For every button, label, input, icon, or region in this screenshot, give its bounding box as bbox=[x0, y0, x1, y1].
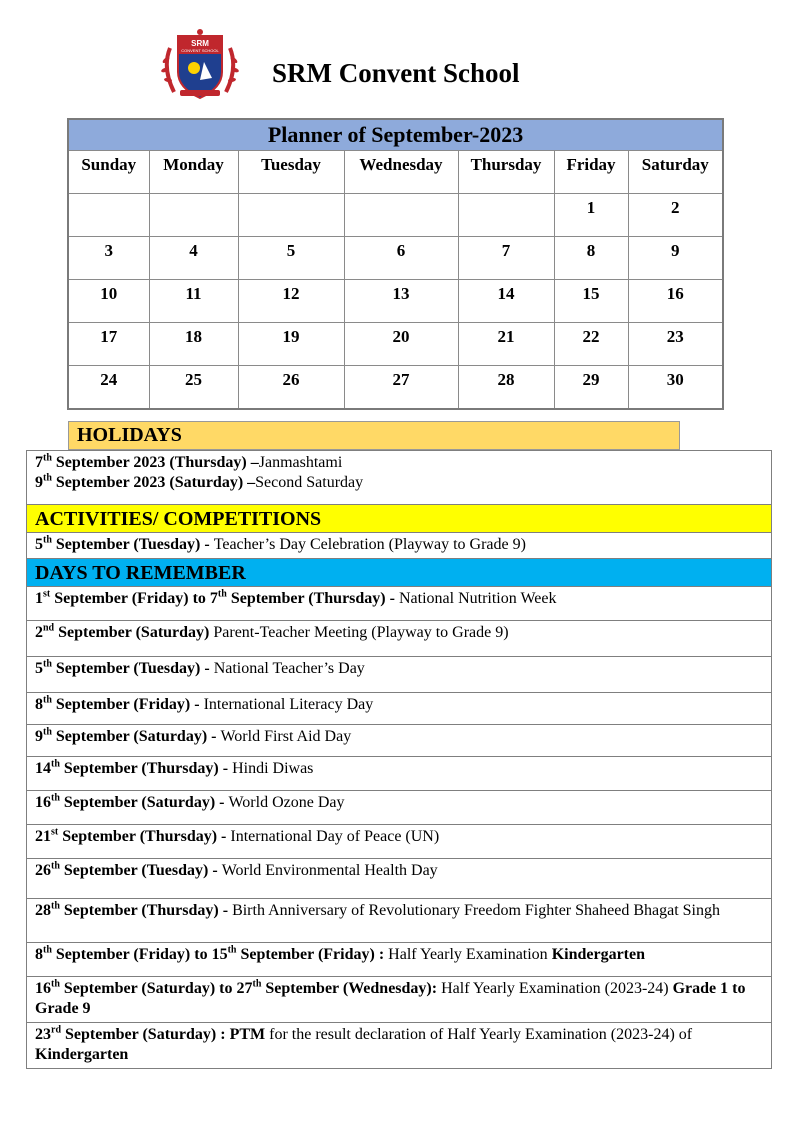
calendar-day-cell bbox=[149, 194, 238, 237]
school-name: SRM Convent School bbox=[272, 58, 520, 88]
entry-segment: September (Friday) - bbox=[51, 696, 204, 713]
entry-segment: th bbox=[43, 726, 52, 738]
entry-segment: Half Yearly Examination (2023-24) bbox=[441, 980, 673, 997]
entry-segment: September (Saturday) bbox=[54, 624, 214, 641]
remember-row bbox=[27, 621, 772, 657]
calendar-day-cell: 3 bbox=[68, 237, 149, 280]
entry-segment: 28 bbox=[35, 902, 51, 919]
remember-row bbox=[27, 791, 772, 825]
entry-segment: World Ozone Day bbox=[228, 794, 345, 811]
remember-item bbox=[27, 587, 772, 621]
entry-segment: rd bbox=[51, 1024, 61, 1036]
entry-segment: th bbox=[43, 694, 52, 706]
remember-item bbox=[27, 977, 772, 1023]
entry-segment: th bbox=[51, 978, 60, 990]
calendar-day-cell: 12 bbox=[238, 280, 344, 323]
day-header-wednesday: Wednesday bbox=[344, 151, 458, 194]
day-header-tuesday: Tuesday bbox=[238, 151, 344, 194]
entry-segment: Kindergarten bbox=[551, 946, 646, 963]
calendar-day-cell: 8 bbox=[554, 237, 628, 280]
holidays-heading: HOLIDAYS bbox=[68, 421, 680, 450]
entry-segment: September (Thursday) - bbox=[58, 828, 231, 845]
holidays-row bbox=[27, 451, 772, 505]
remember-row bbox=[27, 825, 772, 859]
entry-segment: September (Thursday) - bbox=[59, 760, 233, 777]
remember-item bbox=[27, 791, 772, 825]
entry-segment: for the result declaration of Half Yearly Examination (2023-24) of bbox=[265, 1026, 693, 1043]
entry-segment: th bbox=[227, 944, 237, 956]
calendar-day-cell: 24 bbox=[68, 366, 149, 410]
events-table bbox=[26, 450, 772, 1069]
day-header-saturday: Saturday bbox=[628, 151, 723, 194]
entry-segment: National Teacher’s Day bbox=[213, 660, 365, 677]
remember-item bbox=[27, 621, 772, 657]
activities-heading: ACTIVITIES/ COMPETITIONS bbox=[27, 505, 772, 533]
activities-list bbox=[27, 533, 772, 559]
holidays-list bbox=[27, 451, 772, 505]
entry-text bbox=[35, 793, 763, 813]
entry-segment: Parent-Teacher Meeting (Playway to Grade 9) bbox=[213, 624, 509, 641]
school-logo bbox=[160, 28, 240, 106]
day-header-friday: Friday bbox=[554, 151, 628, 194]
calendar-week-row bbox=[68, 237, 723, 280]
remember-row bbox=[27, 693, 772, 725]
entry-segment: 8 bbox=[35, 946, 43, 963]
activities-row bbox=[27, 533, 772, 559]
remember-row bbox=[27, 657, 772, 693]
entry-segment: PTM bbox=[229, 1026, 266, 1043]
calendar-day-cell bbox=[238, 194, 344, 237]
calendar-day-cell: 7 bbox=[458, 237, 554, 280]
calendar-day-cell: 29 bbox=[554, 366, 628, 410]
entry-text bbox=[35, 727, 763, 747]
calendar-day-cell: 14 bbox=[458, 280, 554, 323]
entry-segment: September (Saturday) - bbox=[51, 728, 221, 745]
entry-segment: September 2023 (Saturday) – bbox=[51, 474, 256, 491]
calendar-week-row bbox=[68, 194, 723, 237]
entry-segment: th bbox=[51, 860, 60, 872]
entry-segment: September (Friday) to 15 bbox=[51, 946, 228, 963]
calendar-day-cell: 1 bbox=[554, 194, 628, 237]
calendar-day-cell: 15 bbox=[554, 280, 628, 323]
entry-text bbox=[35, 659, 763, 679]
calendar-day-cell: 20 bbox=[344, 323, 458, 366]
calendar-day-cell: 4 bbox=[149, 237, 238, 280]
entry-segment: Grade 1 to Grade 9 bbox=[35, 980, 746, 1017]
calendar-day-cell: 17 bbox=[68, 323, 149, 366]
calendar-week-row bbox=[68, 323, 723, 366]
calendar-table bbox=[67, 118, 724, 410]
entry-segment: Half Yearly Examination bbox=[388, 946, 552, 963]
entry-segment: September 2023 (Thursday) – bbox=[51, 454, 259, 471]
calendar-day-cell: 19 bbox=[238, 323, 344, 366]
calendar-week-row bbox=[68, 280, 723, 323]
entry-segment: th bbox=[51, 758, 60, 770]
entry-segment: International Literacy Day bbox=[203, 696, 374, 713]
remember-row bbox=[27, 859, 772, 899]
calendar-week-row bbox=[68, 366, 723, 410]
remember-item bbox=[27, 899, 772, 943]
remember-row bbox=[27, 757, 772, 791]
entry-segment: 9 bbox=[35, 728, 43, 745]
entry-text bbox=[35, 861, 763, 881]
entry-segment: 23 bbox=[35, 1026, 51, 1043]
logo-text: SRM bbox=[191, 39, 209, 48]
remember-item bbox=[27, 1023, 772, 1069]
day-header-sunday: Sunday bbox=[68, 151, 149, 194]
entry-segment: Birth Anniversary of Revolutionary Freedom Fighter Shaheed Bhagat Singh bbox=[232, 902, 720, 919]
calendar-day-cell: 25 bbox=[149, 366, 238, 410]
entry-text bbox=[35, 979, 763, 1019]
entry-text bbox=[35, 1025, 763, 1065]
entry-text bbox=[35, 623, 763, 643]
entry-segment: Janmashtami bbox=[258, 454, 343, 471]
entry-segment: 21 bbox=[35, 828, 51, 845]
calendar-day-cell: 23 bbox=[628, 323, 723, 366]
activities-heading-row bbox=[27, 505, 772, 533]
entry-segment: 5 bbox=[35, 660, 43, 677]
calendar-title: Planner of September-2023 bbox=[68, 119, 723, 151]
day-header-thursday: Thursday bbox=[458, 151, 554, 194]
entry-segment: International Day of Peace (UN) bbox=[230, 828, 440, 845]
day-header-monday: Monday bbox=[149, 151, 238, 194]
calendar-day-cell: 5 bbox=[238, 237, 344, 280]
calendar-day-cell: 16 bbox=[628, 280, 723, 323]
entry-segment: September (Friday) : bbox=[236, 946, 389, 963]
entry-segment: Kindergarten bbox=[35, 1046, 129, 1063]
calendar-day-cell: 26 bbox=[238, 366, 344, 410]
entry-segment: September (Saturday) : bbox=[61, 1026, 230, 1043]
entry-segment: th bbox=[43, 472, 52, 484]
entry-segment: th bbox=[43, 658, 52, 670]
calendar-day-cell: 6 bbox=[344, 237, 458, 280]
remember-row bbox=[27, 899, 772, 943]
remember-item bbox=[27, 825, 772, 859]
remember-row bbox=[27, 1023, 772, 1069]
calendar-day-cell: 22 bbox=[554, 323, 628, 366]
entry-segment: September (Thursday) - bbox=[226, 590, 399, 607]
entry-segment: th bbox=[43, 534, 52, 546]
entry-segment: September (Tuesday) - bbox=[59, 862, 222, 879]
entry-text bbox=[35, 827, 763, 847]
entry-segment: 26 bbox=[35, 862, 51, 879]
entry-segment: 14 bbox=[35, 760, 51, 777]
calendar-day-cell: 21 bbox=[458, 323, 554, 366]
calendar-day-cell: 18 bbox=[149, 323, 238, 366]
calendar-day-cell: 13 bbox=[344, 280, 458, 323]
entry-segment: September (Saturday) to 27 bbox=[59, 980, 253, 997]
entry-text bbox=[35, 535, 763, 555]
remember-row bbox=[27, 725, 772, 757]
entry-text bbox=[35, 901, 763, 921]
entry-segment: th bbox=[51, 792, 60, 804]
remember-row bbox=[27, 943, 772, 977]
calendar-day-cell bbox=[458, 194, 554, 237]
entry-segment: September (Friday) to 7 bbox=[50, 590, 218, 607]
calendar-day-cell: 11 bbox=[149, 280, 238, 323]
calendar-day-cell: 2 bbox=[628, 194, 723, 237]
entry-segment: th bbox=[252, 978, 262, 990]
entry-segment: World Environmental Health Day bbox=[221, 862, 438, 879]
remember-item bbox=[27, 757, 772, 791]
calendar-day-cell: 30 bbox=[628, 366, 723, 410]
remember-item bbox=[27, 693, 772, 725]
entry-segment: September (Saturday) - bbox=[59, 794, 229, 811]
remember-row bbox=[27, 977, 772, 1023]
entry-text bbox=[35, 945, 763, 965]
remember-item bbox=[27, 725, 772, 757]
entry-segment: th bbox=[43, 944, 52, 956]
entry-segment: 7 bbox=[35, 454, 43, 471]
entry-segment: World First Aid Day bbox=[220, 728, 352, 745]
remember-item bbox=[27, 943, 772, 977]
calendar-day-cell: 10 bbox=[68, 280, 149, 323]
remember-item bbox=[27, 657, 772, 693]
entry-text bbox=[35, 473, 763, 493]
entry-segment: th bbox=[43, 452, 52, 464]
entry-segment: th bbox=[217, 588, 227, 600]
entry-segment: 8 bbox=[35, 696, 43, 713]
entry-segment: September (Thursday) - bbox=[59, 902, 233, 919]
logo-subtext: CONVENT SCHOOL bbox=[181, 48, 219, 53]
remember-heading: DAYS TO REMEMBER bbox=[27, 559, 772, 587]
entry-segment: 16 bbox=[35, 980, 51, 997]
entry-segment: September (Tuesday) - bbox=[51, 536, 214, 553]
entry-segment: st bbox=[51, 826, 59, 838]
entry-text bbox=[35, 453, 763, 473]
entry-segment: 5 bbox=[35, 536, 43, 553]
remember-item bbox=[27, 859, 772, 899]
entry-segment: September (Wednesday): bbox=[261, 980, 442, 997]
entry-text bbox=[35, 589, 763, 609]
calendar-day-cell bbox=[344, 194, 458, 237]
entry-segment: Second Saturday bbox=[255, 474, 364, 491]
entry-segment: Hindi Diwas bbox=[232, 760, 314, 777]
entry-segment: National Nutrition Week bbox=[398, 590, 557, 607]
remember-row bbox=[27, 587, 772, 621]
entry-segment: September (Tuesday) - bbox=[51, 660, 214, 677]
remember-heading-row bbox=[27, 559, 772, 587]
entry-segment: th bbox=[51, 900, 60, 912]
calendar-day-cell: 27 bbox=[344, 366, 458, 410]
calendar-day-cell: 9 bbox=[628, 237, 723, 280]
entry-segment: 9 bbox=[35, 474, 43, 491]
entry-segment: Teacher’s Day Celebration (Playway to Grade 9) bbox=[213, 536, 526, 553]
entry-text bbox=[35, 695, 763, 715]
entry-segment: st bbox=[43, 588, 51, 600]
entry-segment: 1 bbox=[35, 590, 43, 607]
entry-segment: 2 bbox=[35, 624, 43, 641]
entry-segment: nd bbox=[43, 622, 55, 634]
calendar-day-cell: 28 bbox=[458, 366, 554, 410]
calendar-day-cell bbox=[68, 194, 149, 237]
entry-text bbox=[35, 759, 763, 779]
entry-segment: 16 bbox=[35, 794, 51, 811]
